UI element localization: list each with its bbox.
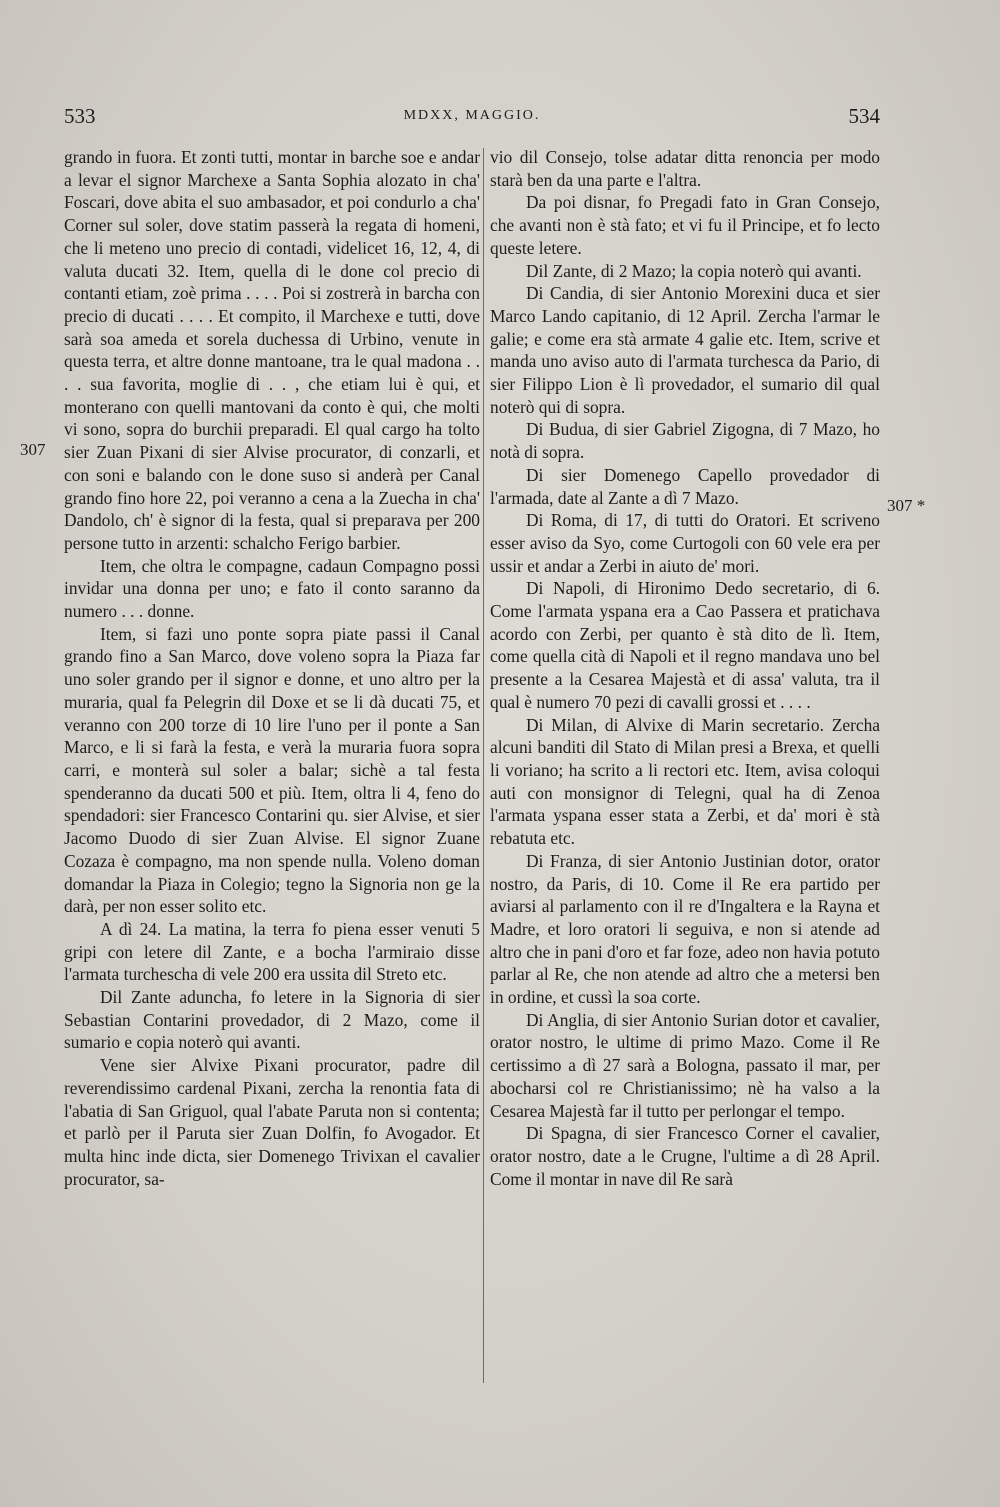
paragraph: vio dil Consejo, tolse adatar ditta renoncia per modo starà ben da una parte e l'altra.	[490, 147, 880, 190]
paragraph: grando in fuora. Et zonti tutti, montar in barche soe e andar a levar el signor Marchexe a Santa Sophia alozato in cha' Foscari, dove abita el suo ambasador, et poi condurlo a cha' Corner sul soler, dove statim passerà la regata di homeni, che li meteno uno precio di contadi, videlicet 16, 12, 4, di valuta ducati 32. Item, quella di le done col precio di contanti etiam, zoè prima . . . . Poi si zostrerà in barcha con precio di ducati . . . . Et compito, il Marchexe e tutti, dove sarà soa ameda et sorela duchessa di Urbino, venute in questa terra, et altre donne mantoane, tra le qual madona . . . . sua favorita, moglie di . . , che etiam lui è qui, et monterano con quelli mantovani da conto è qui, che molti vi sono, sopra do burchii preparadi. El qual cargo ha tolto sier Zuan Pixani di sier Alvise procurator, di conzarli, et con soni e balando con le done suso si anderà per Canal grando fino hore 22, poi veranno a cena a la Zuecha in cha' Dandolo, ch' è signor di la festa, qual si preparava per 200 persone tutto in arzenti: schalcho Ferigo barbier.	[64, 147, 480, 553]
paragraph: Di Roma, di 17, di tutti do Oratori. Et scriveno esser aviso da Syo, come Curtogoli con 60 vele era per ussir et andar a Zerbi in aiuto de' mori.	[490, 510, 880, 576]
paragraph: Item, si fazi uno ponte sopra piate passi il Canal grando fino a San Marco, dove voleno sopra la Piaza far uno soler grando per il signor e donne, et uno altro per la muraria, qual fa Pelegrin dil Doxe et se li dà ducati 75, et veranno con 200 torze di 10 lire l'uno per il ponte a San Marco, e li si farà la festa, e verà la muraria fuora sopra carri, e monterà sul soler a balar; sichè a tal festa spenderanno da ducati 500 et più. Item, oltra li 4, feno do spendadori: sier Francesco Contarini qu. sier Alvise, et sier Jacomo Duodo di sier Zuan Alvise. El signor Zuane Cozaza è compagno, ma non spende nulla. Voleno doman domandar la Piaza in Colegio; tegno la Signoria non ge la darà, per non esser solito etc.	[64, 623, 480, 917]
paragraph: Vene sier Alvixe Pixani procurator, padre dil reverendissimo cardenal Pixani, zercha la renontia fata di l'abatia di San Griguol, qual l'abate Paruta non si contenta; et parlò per il Paruta sier Zuan Dolfin, fo Avogador. Et multa hinc inde dicta, sier Domenego Trivixan el cavalier procurator, sa-	[64, 1055, 480, 1189]
paragraph: Di Budua, di sier Gabriel Zigogna, di 7 Mazo, ho notà di sopra.	[490, 419, 880, 463]
right-column	[490, 146, 880, 1190]
paragraph: Di Anglia, di sier Antonio Surian dotor et cavalier, orator nostro, le ultime di primo Mazo. Come il Re certissimo a dì 27 sarà a Bologna, passato il mar, per abocharsi col re Christianissimo; nè ha valso a la Cesarea Majestà far il tutto per perlongar el tempo.	[490, 1009, 880, 1121]
paragraph: Item, che oltra le compagne, cadaun Compagno possi invidar una donna per uno; e fato il conto saranno da numero . . . donne.	[64, 555, 480, 622]
paragraph: Da poi disnar, fo Pregadi fato in Gran Consejo, che avanti non è stà fato; et vi fu il Principe, et fo lecto queste letere.	[490, 192, 880, 258]
paragraph: Dil Zante, di 2 Mazo; la copia noterò qui avanti.	[526, 260, 862, 281]
page-number-right: 534	[848, 104, 880, 128]
paragraph: Di Spagna, di sier Francesco Corner el cavalier, orator nostro, date a le Crugne, l'ultime a dì 28 April. Come il montar in nave dil Re sarà	[490, 1123, 880, 1189]
margin-note-left: 307	[20, 440, 46, 459]
paragraph: Di Milan, di Alvixe di Marin secretario. Zercha alcuni banditi dil Stato di Milan presi a Brexa, et quelli li voriano; ha scrito a li rectori etc. Item, avisa coloqui auti con monsignor di Telegni, qual ha di Zenoa l'armata yspana esser stata a Zerbi, et da' mori è stà rebatuta etc.	[490, 714, 880, 849]
left-column	[64, 146, 480, 1190]
running-head: MDXX, MAGGIO.	[403, 108, 541, 123]
column-divider	[483, 148, 484, 1383]
page-number-left: 533	[64, 104, 96, 128]
page-header	[64, 104, 880, 134]
paragraph: Di Napoli, di Hironimo Dedo secretario, di 6. Come l'armata yspana era a Cao Passera et pratichava acordo con Zerbi, per quanto è stà dito de lì. Item, come quella cità di Napoli et il regno mandava uno bel presente a la Cesarea Majestà et di assa' valuta, tra il qual è numero 70 pezi di cavalli grossi et . . . .	[490, 578, 880, 712]
paragraph: Dil Zante aduncha, fo letere in la Signoria di sier Sebastian Contarini provedador, di 2 Mazo, come il sumario e copia noterò qui avanti.	[64, 987, 480, 1053]
paragraph: A dì 24. La matina, la terra fo piena esser venuti 5 gripi con letere dil Zante, e a bocha l'armiraio disse l'armata turchescha di vele 200 era ussita dil Streto etc.	[64, 918, 480, 985]
paragraph: Di Franza, di sier Antonio Justinian dotor, orator nostro, da Paris, di 10. Come il Re era partido per aviarsi al parlamento con il re d'Ingaltera e la Rayna et Madre, et loro oratori li seguiva, e non si atende ad altro che in pani d'oro et far foze, adeo non havia potuto parlar al Re, che non atende ad altro che a metersi ben in ordine, et cussì la soa corte.	[490, 850, 880, 1008]
margin-note-right: 307 *	[887, 496, 926, 515]
paragraph: Di sier Domenego Capello provedador di l'armada, date al Zante a dì 7 Mazo.	[490, 464, 880, 508]
paragraph: Di Candia, di sier Antonio Morexini duca et sier Marco Lando capitanio, di 12 April. Zercha l'armar le galie; e come era stà armate 4 galie etc. Item, scrive et manda uno aviso auto di l'armata turchesca da Pario, di sier Filippo Lion è lì provedador, el sumario dil qual noterò qui di sopra.	[490, 283, 880, 417]
